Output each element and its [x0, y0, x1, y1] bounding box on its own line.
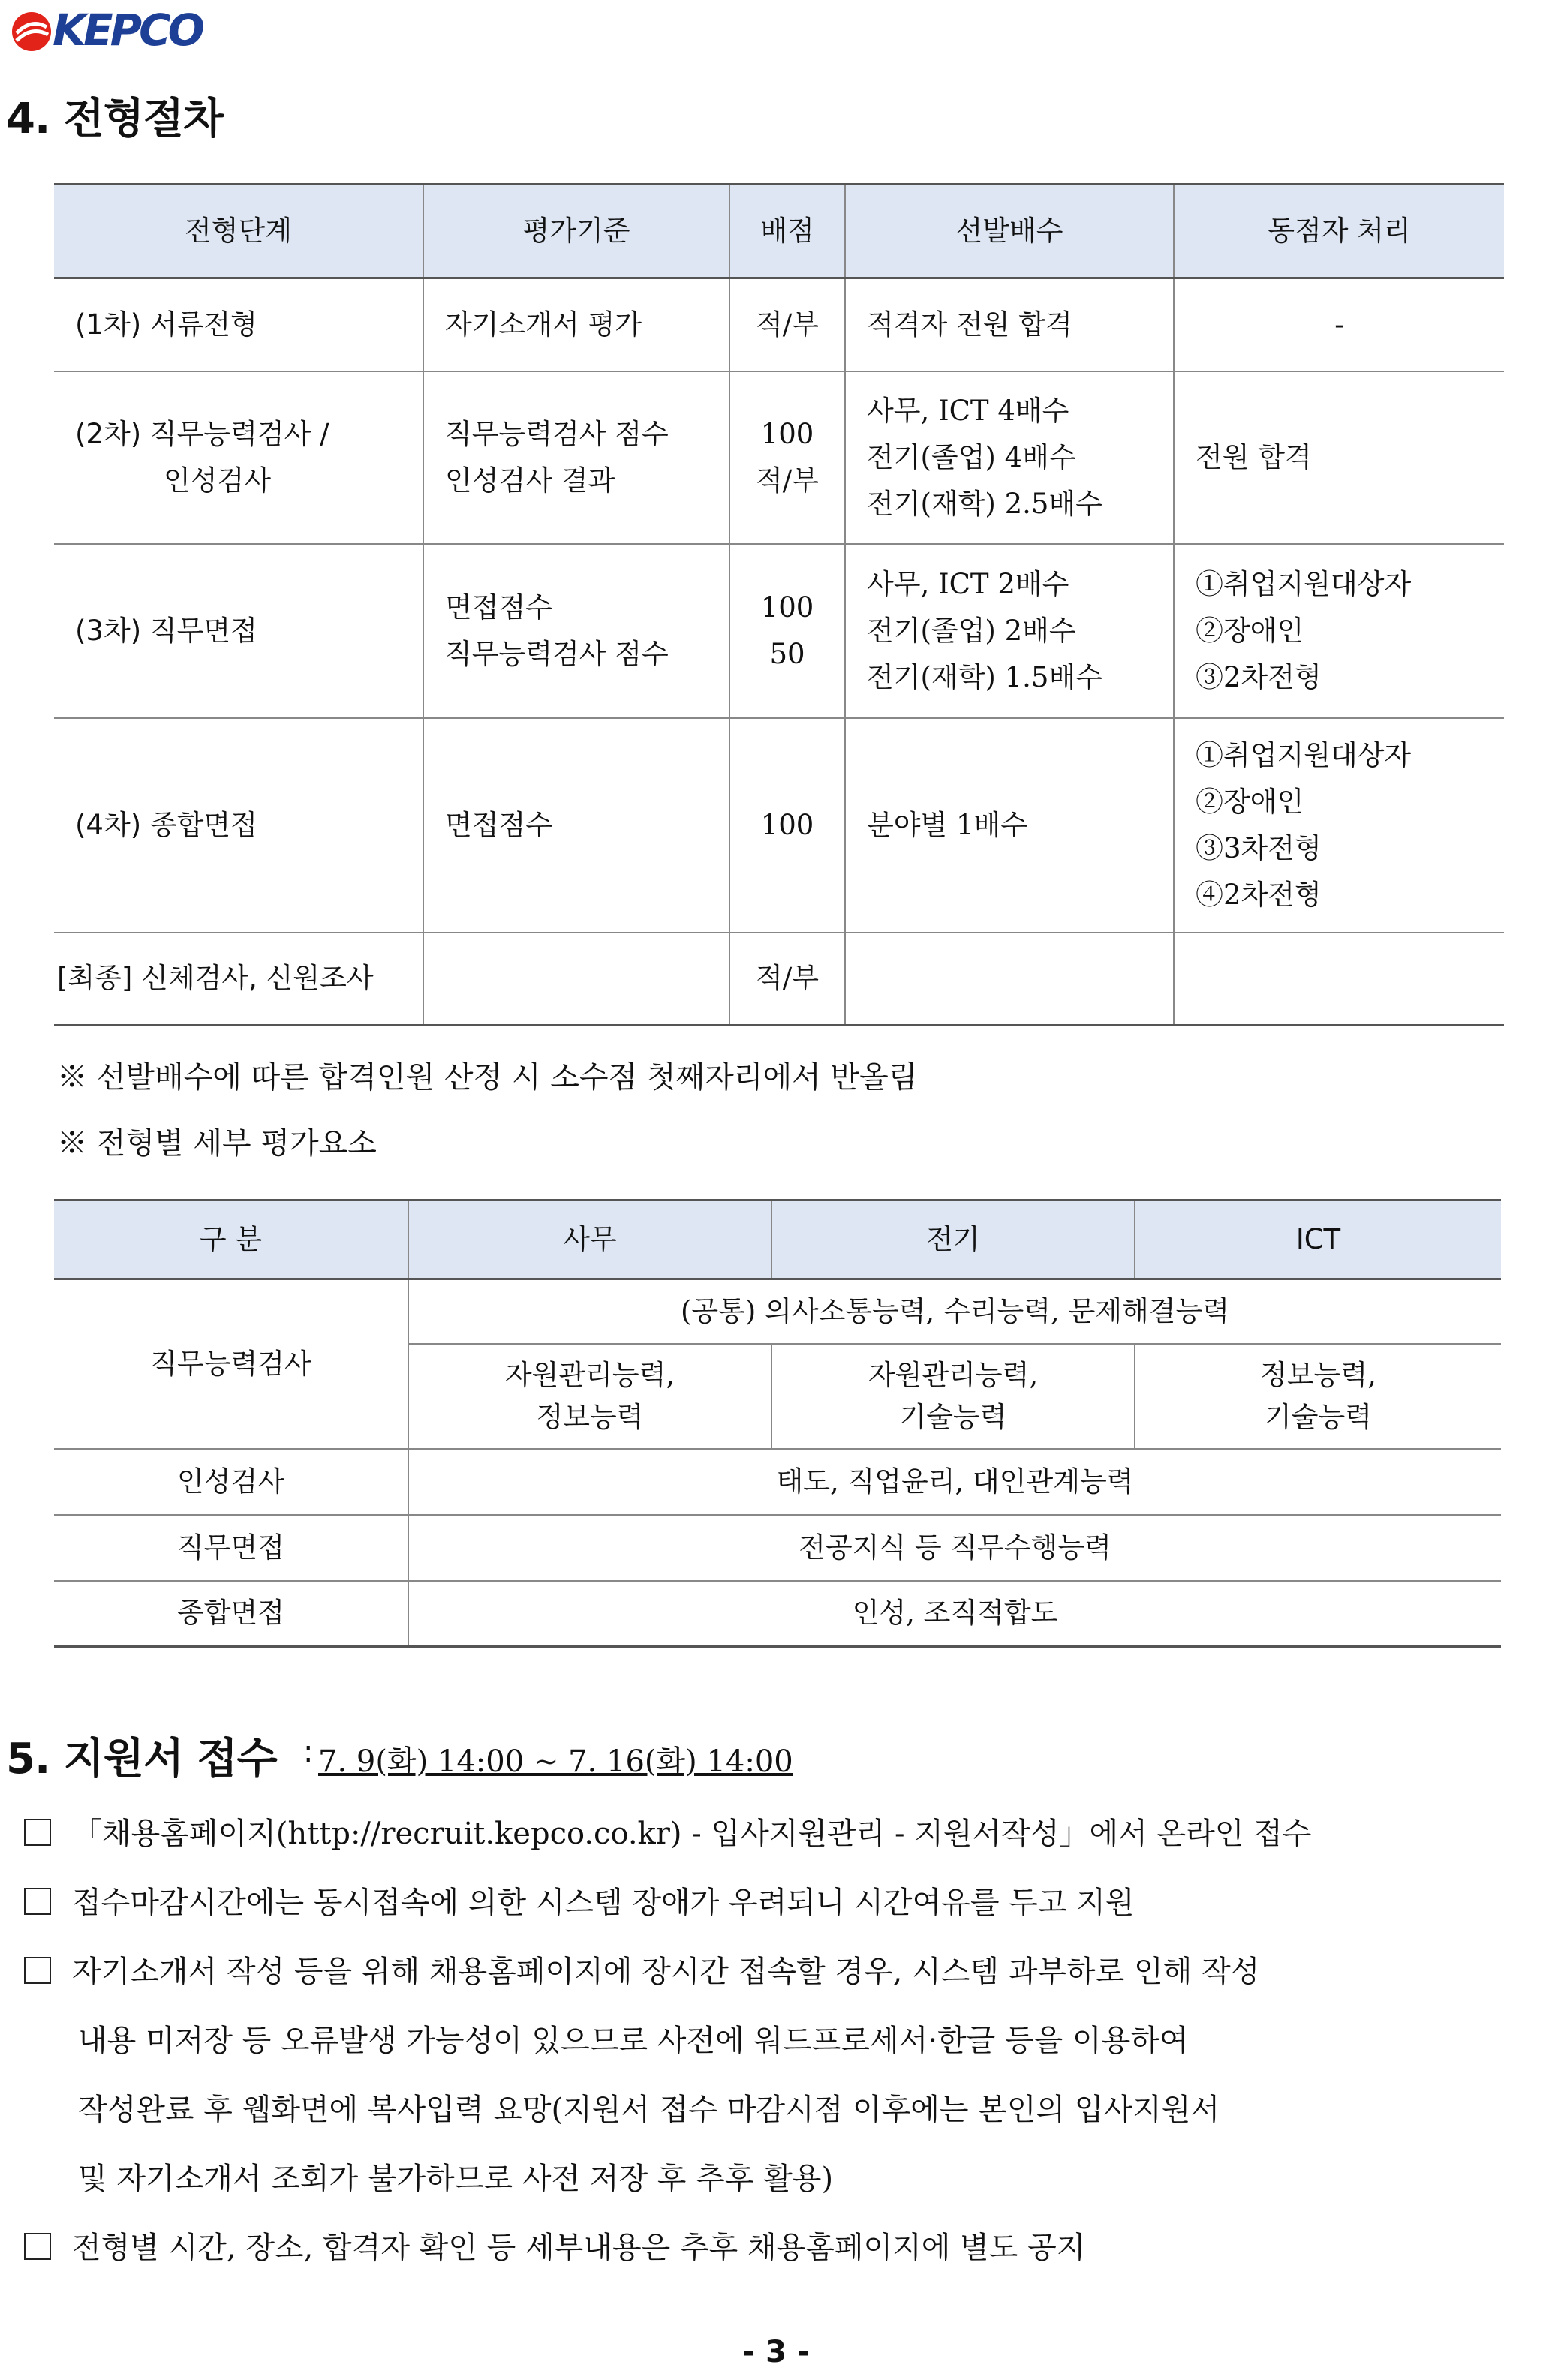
table-row [54, 718, 1504, 933]
tie-line: ②장애인 [1196, 614, 1304, 647]
stage-line: (2차) 직무능력검사 / [75, 417, 329, 450]
stage-cell: (4차) 종합면접 [54, 718, 423, 933]
multiple-cell [845, 371, 1174, 544]
multiple-cell: 적격자 전원 합격 [845, 278, 1174, 371]
criteria-line: 직무능력검사 점수 [445, 637, 669, 670]
tie-cell: 전원 합격 [1174, 371, 1504, 544]
bullet-continuation: 및 자기소개서 조회가 불가하므로 사전 저장 후 추후 활용) [78, 2162, 834, 2196]
criteria-cell [423, 371, 729, 544]
stage-cell: [최종] 신체검사, 신원조사 [54, 933, 423, 1026]
list-item [24, 2225, 1085, 2270]
cell-line: 자원관리능력, [868, 1358, 1039, 1391]
page-number: - 3 - [742, 2335, 810, 2369]
criteria-line: 인성검사 결과 [445, 464, 615, 497]
job-interview-value: 전공지식 등 직무수행능력 [408, 1515, 1501, 1581]
aptitude-label: 직무능력검사 [54, 1279, 408, 1449]
score-cell: 100 [729, 718, 845, 933]
score-cell: 적/부 [729, 278, 845, 371]
cell-line: 정보능력, [1260, 1358, 1376, 1391]
checkbox-square-icon [24, 1888, 51, 1915]
tie-line: ②장애인 [1196, 785, 1304, 818]
stage-cell [54, 371, 423, 544]
cell-line: 기술능력 [899, 1400, 1007, 1433]
stage-cell: (3차) 직무면접 [54, 544, 423, 718]
header-criteria: 평가기준 [423, 185, 729, 278]
multiple-cell: 분야별 1배수 [845, 718, 1174, 933]
personality-value: 태도, 직업윤리, 대인관계능력 [408, 1449, 1501, 1515]
evaluation-elements-table [54, 1199, 1501, 1648]
table-header-row [54, 1201, 1501, 1279]
criteria-cell: 면접점수 [423, 718, 729, 933]
criteria-cell [423, 544, 729, 718]
bullet-continuation: 내용 미저장 등 오류발생 가능성이 있으므로 사전에 워드프로세서·한글 등을 이용하여 [78, 2024, 1189, 2058]
stage-line: 인성검사 [164, 464, 271, 497]
header-electric: 전기 [771, 1201, 1135, 1279]
tie-cell [1174, 933, 1504, 1026]
stage-cell: (1차) 서류전형 [54, 278, 423, 371]
criteria-cell: 자기소개서 평가 [423, 278, 729, 371]
final-interview-label: 종합면접 [54, 1581, 408, 1647]
bullet-continuation: 작성완료 후 웹화면에 복사입력 요망(지원서 접수 마감시점 이후에는 본인의 입사지원서 [78, 2093, 1220, 2127]
header-stage: 전형단계 [54, 185, 423, 278]
kepco-logo-icon [11, 11, 53, 53]
bullet-text: 자기소개서 작성 등을 위해 채용홈페이지에 장시간 접속할 경우, 시스템 과부하로 인해 작성 [72, 1955, 1260, 1989]
logo-wordmark: KEPCO [53, 5, 202, 56]
header-ict: ICT [1135, 1201, 1501, 1279]
section5-colon: : [303, 1735, 314, 1769]
table-row [54, 1279, 1501, 1344]
note-rounding: ※ 선발배수에 따른 합격인원 산정 시 소수점 첫째자리에서 반올림 [57, 1060, 918, 1095]
table-row [54, 1449, 1501, 1515]
tie-cell [1174, 544, 1504, 718]
tie-cell [1174, 718, 1504, 933]
tie-line: ①취업지원대상자 [1196, 567, 1412, 600]
multiple-line: 전기(졸업) 4배수 [867, 440, 1076, 473]
section5-title: 5. 지원서 접수 [6, 1735, 277, 1783]
multiple-line: 사무, ICT 4배수 [867, 394, 1069, 427]
table-row [54, 371, 1504, 544]
list-item [24, 1880, 1134, 1925]
multiple-line: 전기(재학) 2.5배수 [867, 487, 1102, 520]
list-item [24, 1811, 1311, 1856]
header-category: 구 분 [54, 1201, 408, 1279]
final-interview-value: 인성, 조직적합도 [408, 1581, 1501, 1647]
aptitude-office [408, 1344, 771, 1449]
cell-line: 기술능력 [1265, 1400, 1372, 1433]
table-row [54, 544, 1504, 718]
aptitude-ict [1135, 1344, 1501, 1449]
table-header-row [54, 185, 1504, 278]
cell-line: 자원관리능력, [504, 1358, 675, 1391]
aptitude-electric [771, 1344, 1135, 1449]
selection-process-table [54, 183, 1504, 1026]
score-cell: 적/부 [729, 933, 845, 1026]
criteria-line: 직무능력검사 점수 [445, 417, 669, 450]
score-line: 100 [760, 590, 814, 624]
tie-line: ①취업지원대상자 [1196, 738, 1412, 771]
checkbox-square-icon [24, 1957, 51, 1984]
multiple-cell [845, 933, 1174, 1026]
score-line: 적/부 [756, 464, 819, 497]
section4-title: 4. 전형절차 [6, 95, 224, 143]
tie-line: ③2차전형 [1196, 660, 1322, 693]
header-multiple: 선발배수 [845, 185, 1174, 278]
bullet-text: 전형별 시간, 장소, 합격자 확인 등 세부내용은 추후 채용홈페이지에 별도 공지 [72, 2231, 1086, 2265]
header-score: 배점 [729, 185, 845, 278]
table-row [54, 1581, 1501, 1647]
score-cell [729, 544, 845, 718]
job-interview-label: 직무면접 [54, 1515, 408, 1581]
personality-label: 인성검사 [54, 1449, 408, 1515]
application-period: 7. 9(화) 14:00 ~ 7. 16(화) 14:00 [318, 1744, 793, 1779]
tie-line: ③3차전형 [1196, 831, 1322, 864]
header-office: 사무 [408, 1201, 771, 1279]
score-cell [729, 371, 845, 544]
multiple-line: 전기(재학) 1.5배수 [867, 660, 1102, 693]
multiple-cell [845, 544, 1174, 718]
score-line: 50 [769, 637, 805, 670]
tie-cell: - [1174, 278, 1504, 371]
cell-line: 정보능력 [536, 1400, 644, 1433]
checkbox-square-icon [24, 1819, 51, 1846]
multiple-line: 전기(졸업) 2배수 [867, 614, 1076, 647]
kepco-logo [11, 5, 251, 56]
table-row [54, 933, 1504, 1026]
list-item [24, 1949, 1259, 1994]
bullet-text: 접수마감시간에는 동시접속에 의한 시스템 장애가 우려되니 시간여유를 두고 지원 [72, 1886, 1135, 1920]
table-row [54, 1515, 1501, 1581]
tie-line: ④2차전형 [1196, 878, 1322, 911]
table-row [54, 278, 1504, 371]
checkbox-square-icon [24, 2233, 51, 2260]
aptitude-common: (공통) 의사소통능력, 수리능력, 문제해결능력 [408, 1279, 1501, 1344]
bullet-text: 「채용홈페이지(http://recruit.kepco.co.kr) - 입사지원관리 - 지원서작성」에서 온라인 접수 [72, 1817, 1312, 1851]
score-line: 100 [760, 417, 814, 450]
criteria-cell [423, 933, 729, 1026]
multiple-line: 사무, ICT 2배수 [867, 567, 1069, 600]
criteria-line: 면접점수 [445, 590, 552, 624]
header-tie: 동점자 처리 [1174, 185, 1504, 278]
note-detail-elements: ※ 전형별 세부 평가요소 [57, 1126, 377, 1161]
